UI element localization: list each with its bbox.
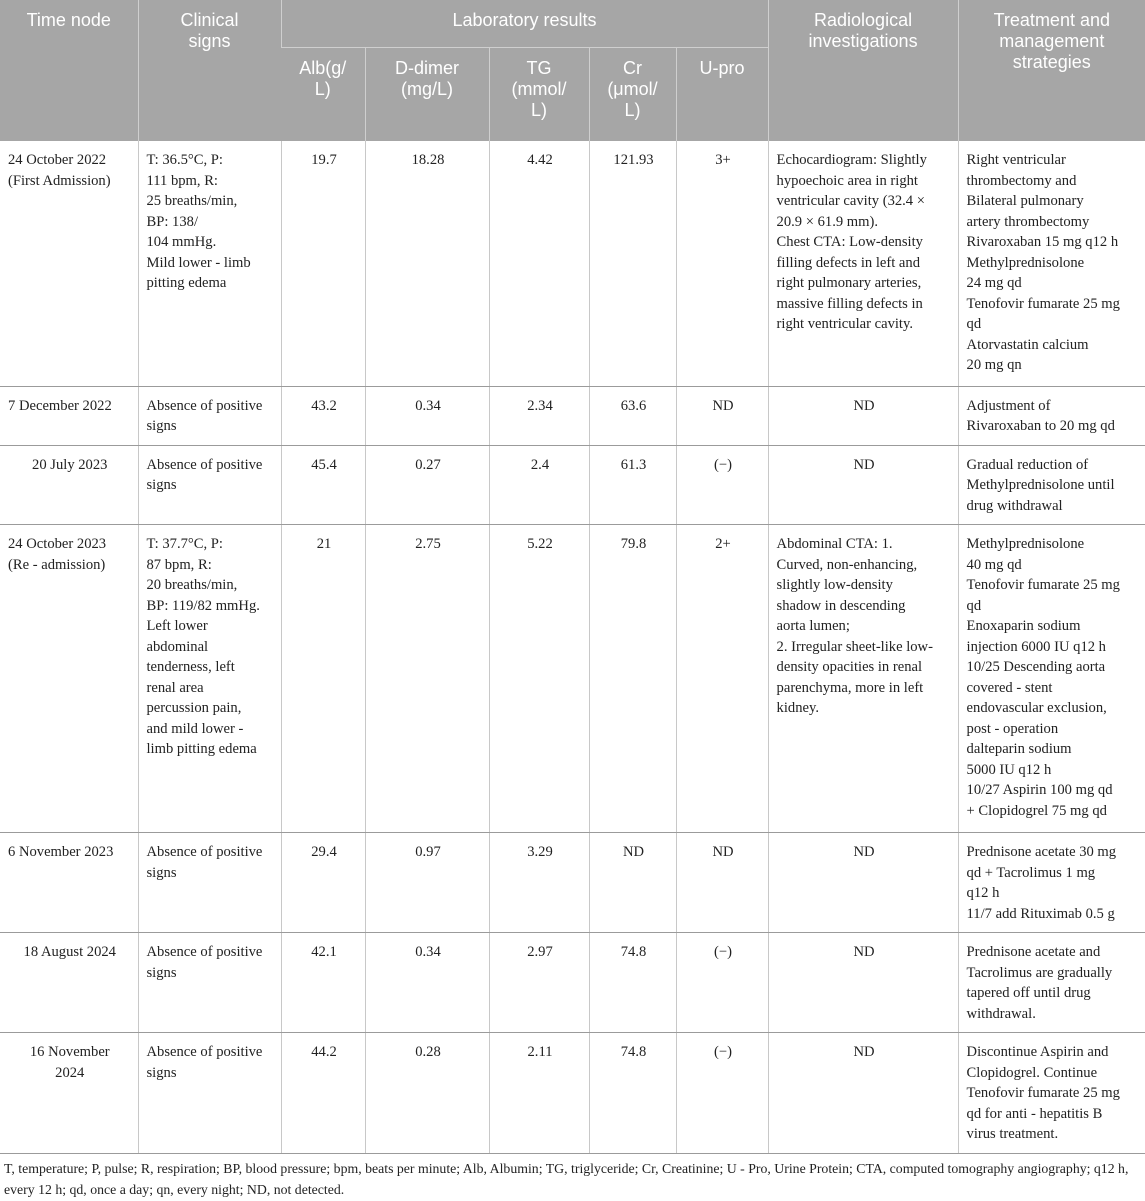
text-line: slightly low-density xyxy=(776,577,893,593)
text-line: Adjustment of xyxy=(966,397,1051,414)
cell-tg: 2.34 xyxy=(489,386,589,445)
cell-alb: 19.7 xyxy=(281,141,365,386)
text-line: qd xyxy=(966,597,982,614)
cell-time-node xyxy=(0,933,138,1033)
text-line: BP: 119/82 mmHg. xyxy=(146,597,260,614)
table-row xyxy=(0,833,1145,933)
text-line: Curved, non-enhancing, xyxy=(776,556,918,573)
text-line: 40 mg qd xyxy=(966,556,1022,573)
text-line: Echocardiogram: Slightly xyxy=(776,152,927,168)
cell-alb: 21 xyxy=(281,525,365,833)
cell-tg: 2.4 xyxy=(489,445,589,525)
cell-alb: 29.4 xyxy=(281,833,365,933)
text-line: ND xyxy=(853,844,875,860)
cell-alb: 45.4 xyxy=(281,445,365,525)
text-line: and mild lower - xyxy=(146,720,244,737)
cell-time-node xyxy=(0,1033,138,1154)
header-clinical-signs: Clinical signs xyxy=(138,0,281,141)
cell-radiology xyxy=(768,525,958,833)
text-line: ventricular cavity (32.4 × xyxy=(776,193,925,209)
text-line: dalteparin sodium xyxy=(966,741,1072,757)
text-line: Tenofovir fumarate 25 mg xyxy=(966,577,1120,593)
cell-clinical-signs xyxy=(138,933,281,1033)
text-line: massive filling defects in xyxy=(776,295,923,312)
text-line: Methylprednisolone until xyxy=(966,477,1115,493)
text-line: filling defects in left and xyxy=(776,254,921,271)
text-line: parenchyma, more in left xyxy=(776,679,924,696)
header-time-node: Time node xyxy=(0,0,138,141)
header-treatment-strategies: Treatment and management strategies xyxy=(958,0,1145,141)
text-line: 25 breaths/min, xyxy=(146,193,238,209)
cell-cr: 79.8 xyxy=(589,525,676,833)
text-line: ND xyxy=(853,397,875,414)
text-line: 2024 xyxy=(55,1064,85,1081)
cell-u-pro: ND xyxy=(676,833,768,933)
text-line: 24 October 2022 xyxy=(8,152,107,168)
text-line: drug withdrawal xyxy=(966,497,1063,514)
text-line: density opacities in renal xyxy=(776,659,923,675)
cell-treatment xyxy=(958,1033,1145,1154)
text-line: (First Admission) xyxy=(8,172,111,189)
table-body xyxy=(0,141,1145,1154)
table-row xyxy=(0,933,1145,1033)
cell-cr: 74.8 xyxy=(589,933,676,1033)
text-line: 18 August 2024 xyxy=(23,944,116,960)
text-line: covered - stent xyxy=(966,679,1053,696)
text-line: Left lower xyxy=(146,618,208,634)
text-line: T: 36.5°C, P: xyxy=(146,152,223,168)
table-footnote: T, temperature; P, pulse; R, respiration; BP, blood pressure; bpm, beats per minute; Alb, Albumin; TG, triglyceride; Cr, Creatinine; U - Pro, Urine Protein; CTA, computed tomography angiography; q12 h, every 12 h; qd, once a day; qn, every night; ND, not detected. xyxy=(4,1161,1129,1197)
cell-u-pro: 2+ xyxy=(676,525,768,833)
text-line: Tenofovir fumarate 25 mg xyxy=(966,295,1120,312)
cell-radiology xyxy=(768,833,958,933)
text-line: signs xyxy=(146,1064,177,1081)
text-line: percussion pain, xyxy=(146,700,242,716)
text-line: pitting edema xyxy=(146,275,227,291)
cell-u-pro: (−) xyxy=(676,445,768,525)
header-laboratory-results: Laboratory results xyxy=(281,0,768,47)
text-line: qd for anti - hepatitis B xyxy=(966,1105,1103,1122)
header-cr: Cr (μmol/ L) xyxy=(589,47,676,141)
text-line: ND xyxy=(853,944,875,960)
text-line: 10/25 Descending aorta xyxy=(966,659,1106,675)
text-line: qd xyxy=(966,316,982,332)
text-line: 2. Irregular sheet-like low- xyxy=(776,638,933,655)
text-line: Chest CTA: Low-density xyxy=(776,234,923,250)
cell-clinical-signs xyxy=(138,445,281,525)
cell-d-dimer: 0.28 xyxy=(365,1033,489,1154)
text-line: Gradual reduction of xyxy=(966,456,1089,473)
cell-radiology xyxy=(768,933,958,1033)
cell-clinical-signs xyxy=(138,386,281,445)
table-row xyxy=(0,525,1145,833)
text-line: 20 July 2023 xyxy=(32,456,108,473)
text-line: 20 mg qn xyxy=(966,357,1022,373)
text-line: right pulmonary arteries, xyxy=(776,275,922,291)
header-u-pro: U-pro xyxy=(676,47,768,141)
text-line: Abdominal CTA: 1. xyxy=(776,536,893,552)
cell-cr: 121.93 xyxy=(589,141,676,386)
cell-d-dimer: 0.34 xyxy=(365,933,489,1033)
text-line: withdrawal. xyxy=(966,1005,1036,1022)
text-line: ND xyxy=(853,456,875,473)
text-line: T: 37.7°C, P: xyxy=(146,536,223,552)
cell-d-dimer: 0.34 xyxy=(365,386,489,445)
text-line: 24 October 2023 xyxy=(8,536,107,552)
cell-radiology xyxy=(768,445,958,525)
cell-time-node xyxy=(0,386,138,445)
cell-treatment xyxy=(958,933,1145,1033)
text-line: signs xyxy=(146,477,177,493)
table-row xyxy=(0,141,1145,386)
text-line: 7 December 2022 xyxy=(8,397,112,414)
text-line: tapered off until drug xyxy=(966,985,1091,1001)
text-line: Atorvastatin calcium xyxy=(966,336,1089,353)
text-line: right ventricular cavity. xyxy=(776,316,913,332)
cell-treatment xyxy=(958,833,1145,933)
cell-time-node xyxy=(0,141,138,386)
text-line: limb pitting edema xyxy=(146,741,257,757)
text-line: Methylprednisolone xyxy=(966,536,1085,552)
text-line: 6 November 2023 xyxy=(8,844,114,860)
text-line: renal area xyxy=(146,679,204,696)
text-line: injection 6000 IU q12 h xyxy=(966,638,1106,655)
cell-d-dimer: 2.75 xyxy=(365,525,489,833)
text-line: 111 bpm, R: xyxy=(146,172,218,189)
text-line: tenderness, left xyxy=(146,659,235,675)
table-row xyxy=(0,445,1145,525)
cell-d-dimer: 18.28 xyxy=(365,141,489,386)
text-line: Rivaroxaban 15 mg q12 h xyxy=(966,234,1119,250)
text-line: 20 breaths/min, xyxy=(146,577,238,593)
cell-alb: 44.2 xyxy=(281,1033,365,1154)
text-line: Rivaroxaban to 20 mg qd xyxy=(966,418,1115,434)
cell-d-dimer: 0.97 xyxy=(365,833,489,933)
text-line: (Re - admission) xyxy=(8,556,106,573)
cell-treatment xyxy=(958,386,1145,445)
text-line: Absence of positive xyxy=(146,456,263,473)
text-line: 24 mg qd xyxy=(966,275,1022,291)
text-line: 87 bpm, R: xyxy=(146,556,212,573)
cell-treatment xyxy=(958,141,1145,386)
header-tg: TG (mmol/ L) xyxy=(489,47,589,141)
text-line: Tacrolimus are gradually xyxy=(966,964,1113,981)
cell-radiology xyxy=(768,141,958,386)
text-line: endovascular exclusion, xyxy=(966,700,1107,716)
cell-tg: 2.97 xyxy=(489,933,589,1033)
text-line: Bilateral pulmonary xyxy=(966,193,1084,209)
text-line: q12 h xyxy=(966,885,1000,901)
cell-tg: 5.22 xyxy=(489,525,589,833)
cell-tg: 2.11 xyxy=(489,1033,589,1154)
cell-tg: 3.29 xyxy=(489,833,589,933)
cell-u-pro: ND xyxy=(676,386,768,445)
cell-time-node xyxy=(0,525,138,833)
text-line: Right ventricular xyxy=(966,152,1066,168)
text-line: Discontinue Aspirin and xyxy=(966,1044,1109,1060)
cell-u-pro: (−) xyxy=(676,1033,768,1154)
cell-cr: 63.6 xyxy=(589,386,676,445)
cell-clinical-signs xyxy=(138,525,281,833)
text-line: Mild lower - limb xyxy=(146,254,251,271)
cell-cr: ND xyxy=(589,833,676,933)
cell-cr: 61.3 xyxy=(589,445,676,525)
text-line: qd + Tacrolimus 1 mg xyxy=(966,864,1096,881)
text-line: + Clopidogrel 75 mg qd xyxy=(966,802,1107,819)
cell-d-dimer: 0.27 xyxy=(365,445,489,525)
cell-clinical-signs xyxy=(138,1033,281,1154)
header-alb: Alb(g/ L) xyxy=(281,47,365,141)
cell-alb: 42.1 xyxy=(281,933,365,1033)
cell-time-node xyxy=(0,833,138,933)
cell-radiology xyxy=(768,386,958,445)
text-line: 104 mmHg. xyxy=(146,234,217,250)
text-line: artery thrombectomy xyxy=(966,213,1090,230)
text-line: Methylprednisolone xyxy=(966,254,1085,271)
text-line: Absence of positive xyxy=(146,397,263,414)
text-line: signs xyxy=(146,418,177,434)
text-line: BP: 138/ xyxy=(146,213,198,230)
text-line: Clopidogrel. Continue xyxy=(966,1064,1098,1081)
text-line: signs xyxy=(146,864,177,881)
cell-u-pro: 3+ xyxy=(676,141,768,386)
text-line: kidney. xyxy=(776,700,819,716)
cell-cr: 74.8 xyxy=(589,1033,676,1154)
text-line: thrombectomy and xyxy=(966,172,1077,189)
text-line: Absence of positive xyxy=(146,1044,263,1060)
header-d-dimer: D-dimer (mg/L) xyxy=(365,47,489,141)
text-line: ND xyxy=(853,1044,875,1060)
text-line: Prednisone acetate and xyxy=(966,944,1101,960)
text-line: Absence of positive xyxy=(146,944,263,960)
cell-time-node xyxy=(0,445,138,525)
text-line: Absence of positive xyxy=(146,844,263,860)
text-line: 11/7 add Rituximab 0.5 g xyxy=(966,905,1115,922)
cell-clinical-signs xyxy=(138,833,281,933)
cell-treatment xyxy=(958,525,1145,833)
cell-alb: 43.2 xyxy=(281,386,365,445)
text-line: 5000 IU q12 h xyxy=(966,761,1052,778)
cell-u-pro: (−) xyxy=(676,933,768,1033)
table-row xyxy=(0,1033,1145,1154)
text-line: virus treatment. xyxy=(966,1126,1059,1142)
cell-treatment xyxy=(958,445,1145,525)
text-line: hypoechoic area in right xyxy=(776,172,918,189)
text-line: 16 November xyxy=(29,1044,110,1060)
text-line: Enoxaparin sodium xyxy=(966,618,1081,634)
cell-radiology xyxy=(768,1033,958,1154)
header-radiological-investigations: Radiological investigations xyxy=(768,0,958,141)
text-line: 20.9 × 61.9 mm). xyxy=(776,213,879,230)
text-line: Tenofovir fumarate 25 mg xyxy=(966,1085,1120,1101)
text-line: shadow in descending xyxy=(776,597,906,614)
text-line: 10/27 Aspirin 100 mg qd xyxy=(966,782,1113,798)
cell-tg: 4.42 xyxy=(489,141,589,386)
text-line: aorta lumen; xyxy=(776,618,850,634)
text-line: post - operation xyxy=(966,720,1059,737)
text-line: signs xyxy=(146,964,177,981)
text-line: abdominal xyxy=(146,638,209,655)
table-row xyxy=(0,386,1145,445)
text-line: Prednisone acetate 30 mg xyxy=(966,844,1117,860)
cell-clinical-signs xyxy=(138,141,281,386)
